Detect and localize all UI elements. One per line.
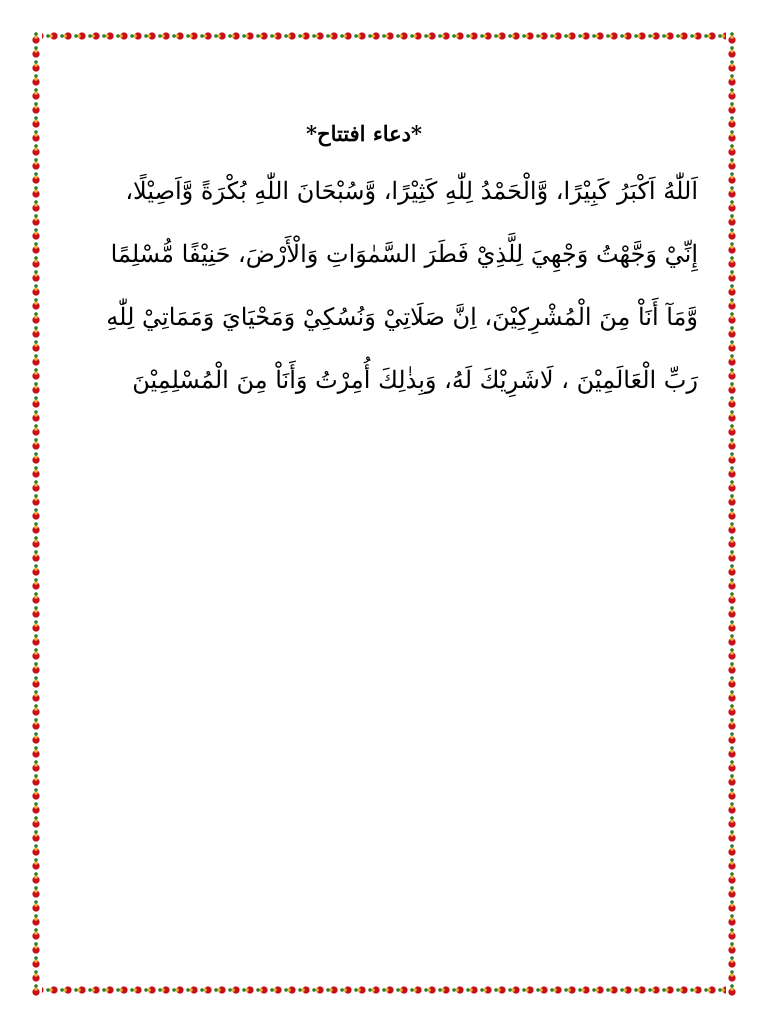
- prayer-text-block: [60, 118, 708, 412]
- decorative-border-left: [30, 30, 42, 996]
- prayer-line-4: رَبِّ الْعَالَمِيْنَ ، لَاشَرِيْكَ لَهُ، وَبِذٰلِكَ أُمِرْتُ وَأَنَاْ مِنَ الْمُسْلِمِيْنَ: [132, 366, 698, 394]
- prayer-line-2: إِنِّيْ وَجَّهْتُ وَجْهِيَ لِلَّذِيْ فَطَرَ السَّمٰوَاتِ وَالْأَرْضَ، حَنِيْفًا مُّسْلِمًا: [110, 240, 698, 268]
- decorative-border-right: [726, 30, 738, 996]
- prayer-line-3: وَّمَآ أَنَاْ مِنَ الْمُشْرِكِيْنَ، اِنَّ صَلَاتِيْ وَنُسُكِيْ وَمَحْيَايَ وَمَمَاتِيْ لِلّٰهِ: [106, 303, 698, 331]
- decorative-border-bottom: [30, 984, 738, 996]
- prayer-line-1: اَللّٰهُ اَكْبَرُ كَبِيْرًا، وَّالْحَمْدُ لِلّٰهِ كَثِيْرًا، وَّسُبْحَانَ اللّٰهِ بُكْرَةً وَّاَصِيْلًا،: [125, 177, 698, 205]
- decorative-border-top: [30, 30, 738, 42]
- prayer-title: *دعاء افتتاح*: [306, 121, 422, 146]
